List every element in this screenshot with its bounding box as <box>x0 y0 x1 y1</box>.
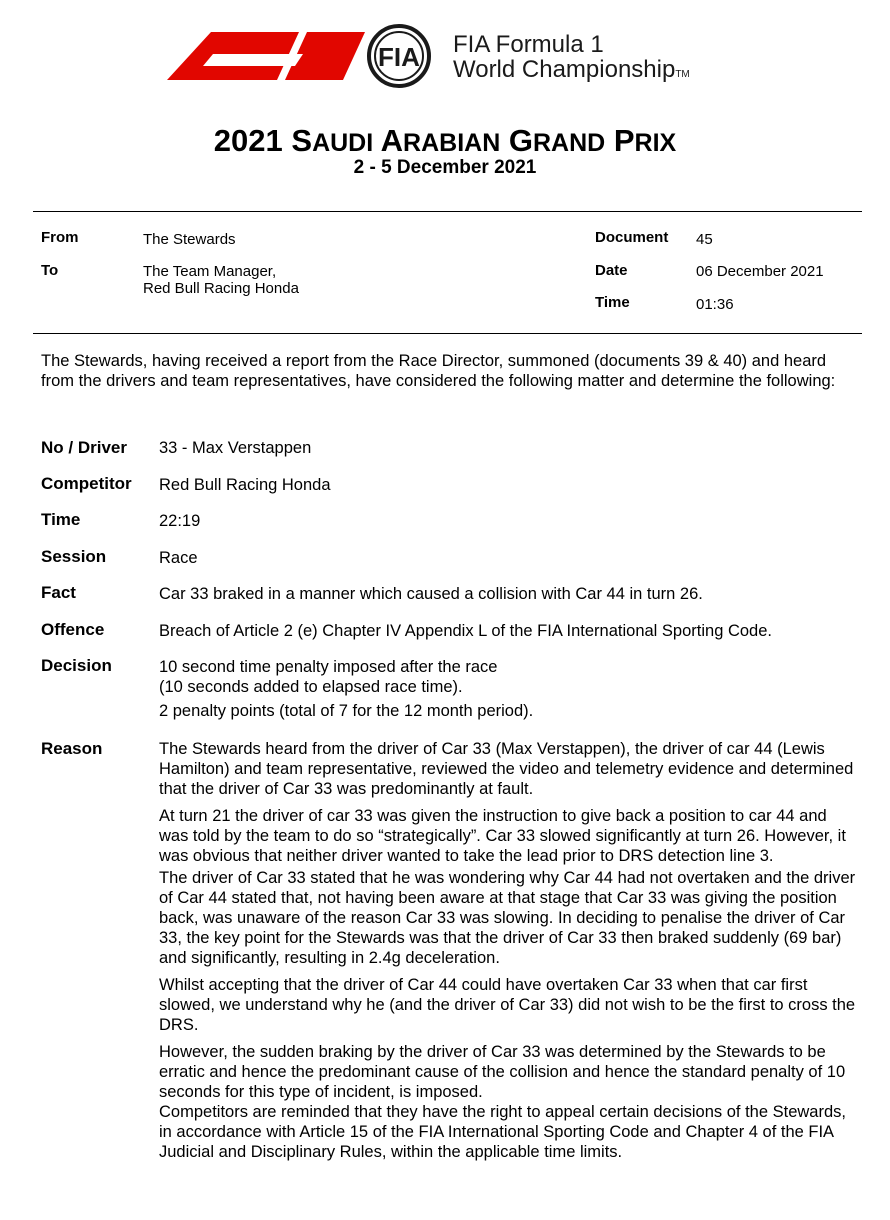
intro-paragraph: The Stewards, having received a report from the Race Director, summoned (documents 39 & 40) and heard from the drivers and team representatives, have considered the following matter and determine the following: <box>41 352 836 390</box>
f1-logo-icon <box>165 24 455 90</box>
fia-badge-text: FIA <box>378 42 420 72</box>
session-label: Session <box>41 547 107 566</box>
decision-line: 10 second time penalty imposed after the race <box>159 658 498 676</box>
reason-paragraph: The driver of Car 33 stated that he was wondering why Car 44 had not overtaken and the driver of Car 44 stated that, not having been aware at that stage that Car 33 was giving the position back, was unaware of the reason Car 33 was slowing. In deciding to penalise the driver of Car 33, the key point for the Stewards was that the driver of Car 33 then braked suddenly (69 bar) and significantly, resulting in 2.4g deceleration. <box>159 869 856 967</box>
title-part: AUDI <box>312 129 374 157</box>
time-row-value: 22:19 <box>159 512 201 530</box>
competitor-value: Red Bull Racing Honda <box>159 476 331 494</box>
fia-badge-icon <box>369 26 429 86</box>
event-dates: 2 - 5 December 2021 <box>353 157 537 178</box>
title-part: G <box>508 123 533 158</box>
trademark: TM <box>675 69 690 80</box>
to-value-line: Red Bull Racing Honda <box>143 280 299 297</box>
reason-value <box>159 739 859 1162</box>
decision-label: Decision <box>41 656 112 675</box>
title-part: S <box>291 123 313 158</box>
offence-label: Offence <box>41 620 105 639</box>
title-year: 2021 <box>213 123 283 158</box>
reason-paragraph: Whilst accepting that the driver of Car 44 could have overtaken Car 33 when that car first slowed, we understand why he (and the driver of Car 33) did not wish to be the first to cross the DRS. <box>159 976 856 1034</box>
reason-paragraph: The Stewards heard from the driver of Car 33 (Max Verstappen), the driver of car 44 (Lewis Hamilton) and team representative, reviewed the video and telemetry evidence and determined that the driver of Car 33 was predominantly at fault. <box>159 740 854 798</box>
reason-label: Reason <box>41 739 103 758</box>
date-label: Date <box>595 262 628 279</box>
fact-value: Car 33 braked in a manner which caused a collision with Car 44 in turn 26. <box>159 585 703 603</box>
decision-value <box>159 657 859 721</box>
brand-line-1: FIA Formula 1 <box>453 31 604 58</box>
to-label: To <box>41 262 59 279</box>
title-part: RABIAN <box>403 129 501 157</box>
from-label: From <box>41 229 79 246</box>
reason-paragraph: At turn 21 the driver of car 33 was given the instruction to give back a position to car 44 and was told by the team to do so “strategically”. Car 33 slowed significantly at turn 26. However, it was obvious that neither driver wanted to take the lead prior to DRS detection line 3. <box>159 807 846 865</box>
competitor-label: Competitor <box>41 474 132 493</box>
title-part: A <box>380 123 404 158</box>
reason-paragraph: Competitors are reminded that they have the right to appeal certain decisions of the Stewards, in accordance with Article 15 of the FIA International Sporting Code and Chapter 4 of the FIA Judicial and Disciplinary Rules, within the applicable time limits. <box>159 1103 846 1161</box>
decision-line: 2 penalty points (total of 7 for the 12 month period). <box>159 702 534 720</box>
divider-bottom <box>33 333 862 334</box>
brand-text <box>453 32 690 87</box>
driver-value: 33 - Max Verstappen <box>159 439 312 457</box>
document-value: 45 <box>696 231 713 248</box>
divider-top <box>33 211 862 212</box>
title-part: RAND <box>533 129 606 157</box>
time-label: Time <box>595 294 630 311</box>
session-value: Race <box>159 549 198 567</box>
to-value-line: The Team Manager, <box>143 263 277 280</box>
document-label: Document <box>595 229 669 246</box>
title-part: P <box>613 123 635 158</box>
decision-line: (10 seconds added to elapsed race time). <box>159 678 463 696</box>
header-logo <box>165 24 765 90</box>
event-title <box>0 123 890 159</box>
title-part: RIX <box>634 129 677 157</box>
time-row-label: Time <box>41 510 81 529</box>
reason-paragraph: However, the sudden braking by the driver of Car 33 was determined by the Stewards to be erratic and hence the predominant cause of the collision and hence the standard penalty of 10 seconds for this type of incident, is imposed. <box>159 1043 846 1101</box>
offence-value: Breach of Article 2 (e) Chapter IV Appendix L of the FIA International Sporting Code. <box>159 622 772 640</box>
from-value: The Stewards <box>143 231 236 248</box>
fact-label: Fact <box>41 583 76 602</box>
time-value: 01:36 <box>696 296 734 313</box>
to-value <box>143 263 299 297</box>
driver-label: No / Driver <box>41 438 127 457</box>
date-value: 06 December 2021 <box>696 263 824 280</box>
brand-line-2: World Championship <box>453 56 676 83</box>
